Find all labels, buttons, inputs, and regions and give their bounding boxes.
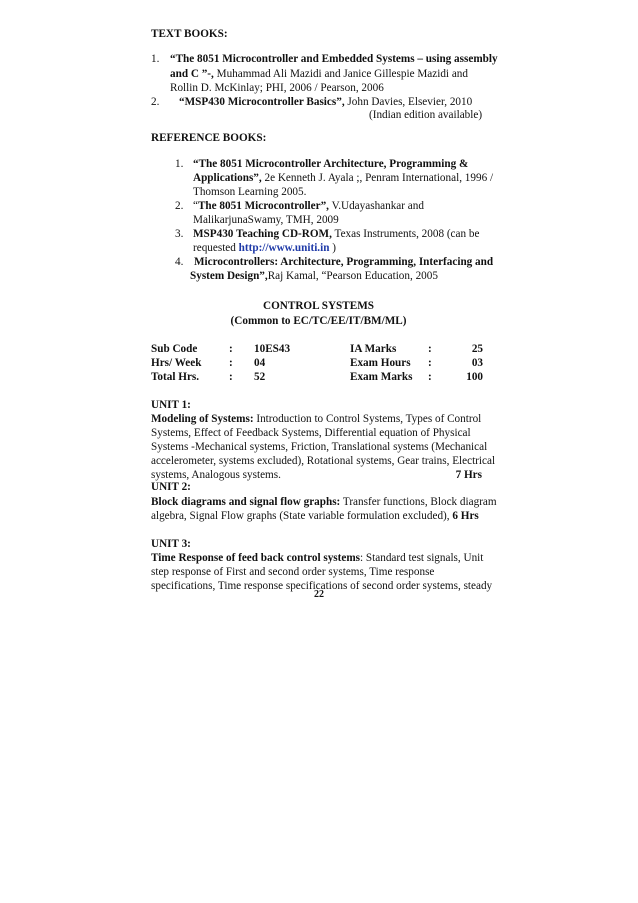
info-colon: : — [428, 357, 432, 369]
info-label-ia-marks: IA Marks — [350, 343, 397, 355]
info-value-hrs-week: 04 — [254, 357, 266, 369]
reference-4-title-line2: System Design”, — [190, 270, 268, 282]
unit-1-line1 — [151, 412, 486, 427]
unit-3-heading: UNIT 3: — [151, 538, 191, 550]
textbook-1-line3: Rollin D. McKinlay; PHI, 2006 / Pearson, 2006 — [170, 82, 384, 94]
reference-1-title-line1: “The 8051 Microcontroller Architecture, Programming & — [193, 158, 469, 170]
reference-3-line2 — [193, 241, 336, 256]
unit-3-lead: Time Response of feed back control systems — [151, 552, 361, 564]
textbook-2-line2: (Indian edition available) — [369, 109, 483, 121]
reference-1-line3: Thomson Learning 2005. — [193, 186, 307, 198]
page-number: 22 — [314, 589, 324, 600]
unit-1-line2: Systems, Effect of Feedback Systems, Differential equation of Physical — [151, 427, 471, 439]
textbook-1-number: 1. — [151, 53, 160, 65]
unit-2-hours: 6 Hrs — [452, 510, 479, 522]
unit-1-heading: UNIT 1: — [151, 399, 191, 411]
reference-2-rest: V.Udayashankar and — [328, 200, 424, 212]
unit-2-text-2: algebra, Signal Flow graphs (State variable formulation excluded), — [151, 510, 453, 522]
textbook-1-authors: Muhammad Ali Mazidi and Janice Gillespie Mazidi and — [213, 68, 468, 80]
textbook-1-line2 — [170, 67, 488, 82]
unit-2-line1 — [151, 495, 497, 510]
reference-3-requested: requested — [193, 242, 239, 254]
info-label-hrs-week: Hrs/ Week — [151, 357, 202, 369]
reference-4-number: 4. — [175, 256, 184, 268]
info-value-total-hrs: 52 — [254, 371, 266, 383]
reference-3-close: ) — [329, 242, 336, 254]
reference-4-title-line1: Microcontrollers: Architecture, Programming, Interfacing and — [194, 256, 494, 268]
unit-1-text: Introduction to Control Systems, Types of Control — [253, 413, 482, 425]
reference-2-number: 2. — [175, 200, 184, 212]
textbook-2-title: “MSP430 Microcontroller Basics”, — [179, 96, 345, 108]
reference-3-line1 — [193, 227, 479, 242]
course-title: CONTROL SYSTEMS — [263, 300, 374, 312]
textbook-2-rest: John Davies, Elsevier, 2010 — [344, 96, 473, 108]
unit-3-line3: specifications, Time response specifications of second order systems, steady — [151, 580, 493, 592]
reference-3-rest: Texas Instruments, 2008 (can be — [331, 228, 480, 240]
reference-books-heading: REFERENCE BOOKS: — [151, 132, 267, 144]
reference-2-line1 — [193, 199, 424, 214]
unit-2-lead: Block diagrams and signal flow graphs: — [151, 496, 341, 508]
reference-2-line2: MalikarjunaSwamy, TMH, 2009 — [193, 214, 339, 226]
reference-1-title-line2: Applications”, — [193, 172, 262, 184]
unit-3-line2: step response of First and second order systems, Time response — [151, 566, 435, 578]
unit-1-hours: 7 Hrs — [455, 469, 482, 481]
info-value-sub-code: 10ES43 — [254, 343, 291, 355]
unit-2-line2 — [151, 509, 479, 524]
reference-3-link[interactable]: http://www.uniti.in — [238, 242, 330, 254]
unit-2-text: Transfer functions, Block diagram — [340, 496, 497, 508]
info-colon: : — [229, 371, 233, 383]
reference-3-title: MSP430 Teaching CD-ROM, — [193, 228, 332, 240]
info-colon: : — [229, 343, 233, 355]
reference-4-line2 — [190, 269, 438, 284]
info-value-exam-marks: 100 — [466, 371, 483, 383]
reference-2-open-quote: “ — [193, 200, 198, 212]
unit-1-line5: systems, Analogous systems. — [151, 469, 281, 481]
reference-1-line2 — [193, 171, 493, 186]
textbook-1-title-line1: “The 8051 Microcontroller and Embedded Systems – using assembly — [170, 53, 498, 65]
info-colon: : — [428, 343, 432, 355]
textbook-2-number: 2. — [151, 96, 160, 108]
unit-3-line1 — [151, 551, 483, 566]
reference-1-number: 1. — [175, 158, 184, 170]
unit-2-heading: UNIT 2: — [151, 481, 191, 493]
reference-2-title: The 8051 Microcontroller”, — [197, 200, 329, 212]
info-colon: : — [229, 357, 233, 369]
unit-1-lead: Modeling of Systems: — [151, 413, 254, 425]
unit-1-line4: accelerometer, systems excluded), Rotational systems, Gear trains, Electrical — [151, 455, 496, 467]
unit-1-line3: Systems -Mechanical systems, Friction, Translational systems (Mechanical — [151, 441, 488, 453]
info-label-exam-hours: Exam Hours — [350, 357, 411, 369]
info-label-exam-marks: Exam Marks — [350, 371, 413, 383]
info-colon: : — [428, 371, 432, 383]
info-value-ia-marks: 25 — [471, 343, 483, 355]
info-value-exam-hours: 03 — [471, 357, 483, 369]
unit-3-text: : Standard test signals, Unit — [360, 552, 484, 564]
info-label-sub-code: Sub Code — [151, 343, 198, 355]
info-label-total-hrs: Total Hrs. — [151, 371, 200, 383]
reference-4-rest: Raj Kamal, “Pearson Education, 2005 — [267, 270, 438, 282]
reference-1-rest: 2e Kenneth J. Ayala ;, Penram International, 1996 / — [261, 172, 494, 184]
text-books-heading: TEXT BOOKS: — [151, 28, 228, 40]
course-subtitle: (Common to EC/TC/EE/IT/BM/ML) — [230, 315, 407, 327]
reference-3-number: 3. — [175, 228, 184, 240]
textbook-1-title-line2: and C ”-, — [170, 68, 214, 80]
